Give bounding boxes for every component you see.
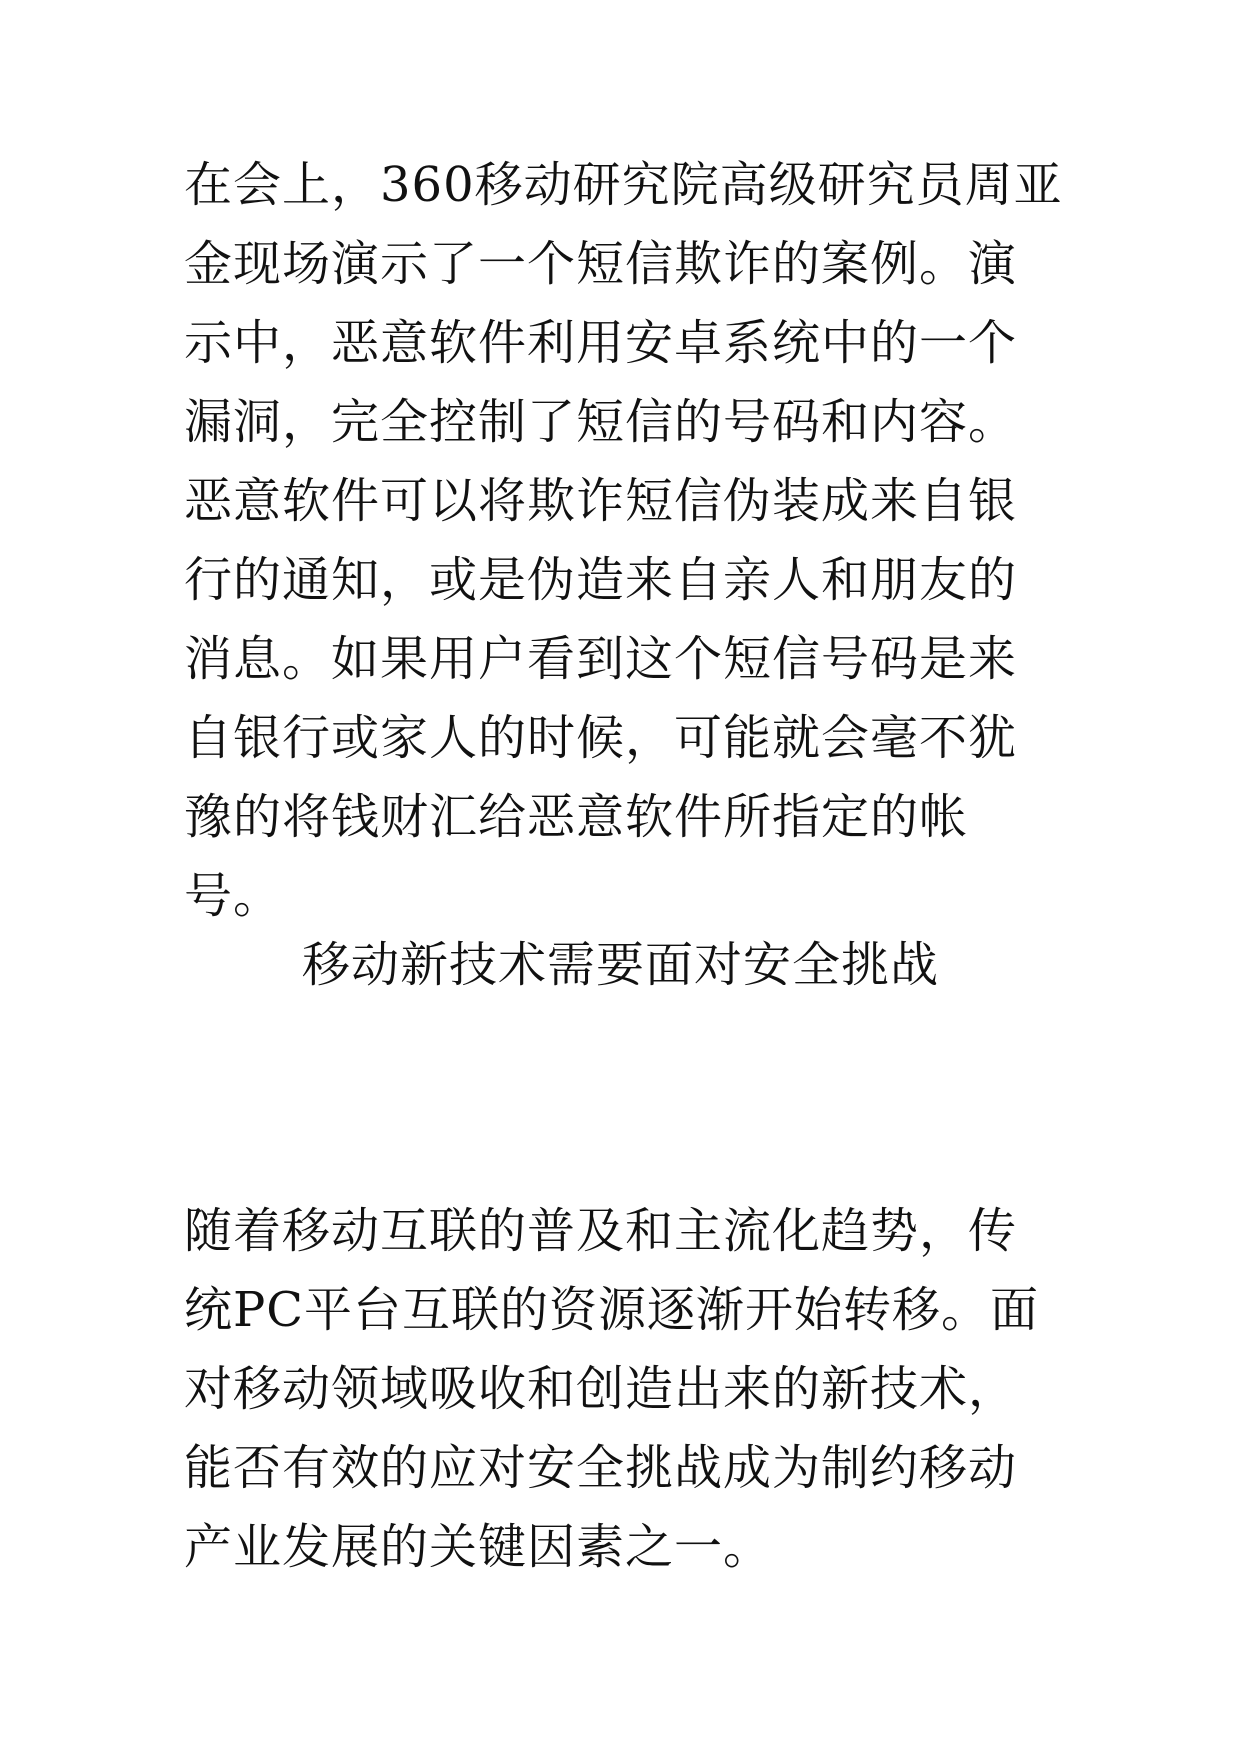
body-paragraph: 随着移动互联的普及和主流化趋势，传统PC平台互联的资源逐渐开始转移。面对移动领域吸收和创造出来的新技术，能否有效的应对安全挑战成为制约移动产业发展的关键因素之一。	[184, 1203, 1040, 1575]
section-heading: 移动新技术需要面对安全挑战	[301, 937, 939, 993]
body-paragraph: 在会上，360移动研究院高级研究员周亚金现场演示了一个短信欺诈的案例。演示中，恶意软件利用安卓系统中的一个漏洞，完全控制了短信的号码和内容。恶意软件可以将欺诈短信伪装成来自银行的通知，或是伪造来自亲人和朋友的消息。如果用户看到这个短信号码是来自银行或家人的时候，可能就会毫不犹豫的将钱财汇给恶意软件所指定的帐号。	[184, 157, 1063, 924]
